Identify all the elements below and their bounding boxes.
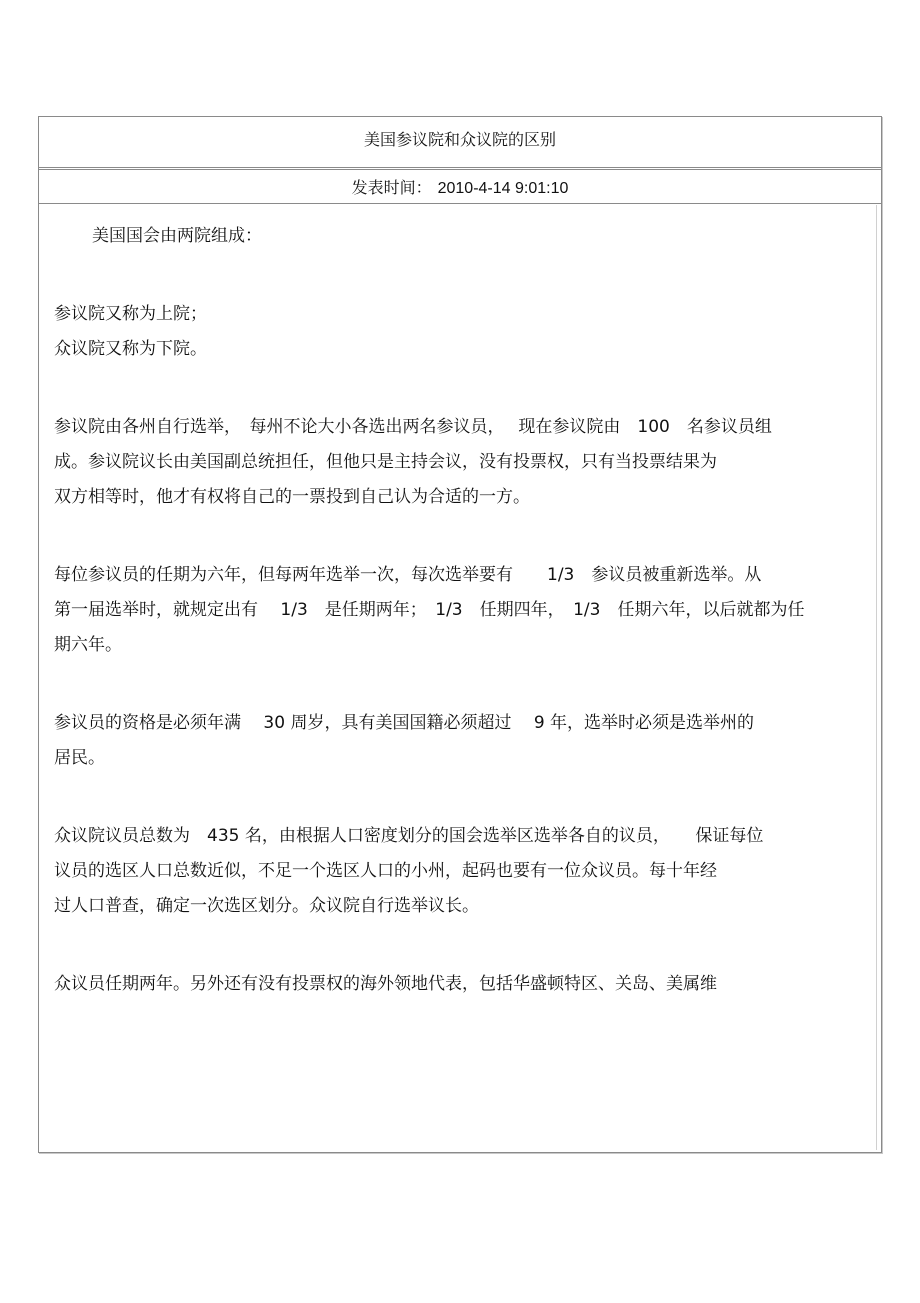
paragraph-house-members-line3: 过人口普查，确定一次选区划分。众议院自行选举议长。 [54, 896, 479, 916]
paragraph-senate-term-line2: 第一届选举时，就规定出有 1/3 是任期两年； 1/3 任期四年， 1/3 任期六年，以后就都为任 [54, 600, 805, 620]
publish-time-label: 发表时间： [351, 178, 432, 197]
paragraph-house-term-line1: 众议员任期两年。另外还有没有投票权的海外领地代表，包括华盛顿特区、关岛、美属维 [54, 974, 717, 994]
paragraph-house-members-line1: 众议院议员总数为 435 名，由根据人口密度划分的国会选举区选举各自的议员， 保证每位 [54, 826, 764, 846]
article-frame [38, 116, 882, 1153]
paragraph-house-members-line2: 议员的选区人口总数近似，不足一个选区人口的小州，起码也要有一位众议员。每十年经 [54, 861, 717, 881]
paragraph-senate-election-line3: 双方相等时，他才有权将自己的一票投到自己认为合适的一方。 [54, 487, 530, 507]
paragraph-senate-election-line2: 成。参议院议长由美国副总统担任，但他只是主持会议，没有投票权，只有当投票结果为 [54, 452, 717, 472]
paragraph-senator-qualification-line2: 居民。 [54, 748, 105, 768]
article-title: 美国参议院和众议院的区别 [39, 117, 881, 168]
paragraph-senate-alias: 参议院又称为上院； [54, 304, 207, 324]
paragraph-intro: 美国国会由两院组成： [92, 226, 262, 246]
paragraph-senate-term-line1: 每位参议员的任期为六年，但每两年选举一次，每次选举要有 1/3 参议员被重新选举。从 [54, 565, 762, 585]
paragraph-house-alias: 众议院又称为下院。 [54, 339, 207, 359]
article-body [54, 205, 854, 1002]
publish-time-value: 2010-4-14 9:01:10 [437, 180, 569, 197]
paragraph-senator-qualification-line1: 参议员的资格是必须年满 30 周岁，具有美国国籍必须超过 9 年，选举时必须是选举州的 [54, 713, 755, 733]
paragraph-senate-term-line3: 期六年。 [54, 635, 122, 655]
paragraph-senate-election-line1: 参议院由各州自行选举， 每州不论大小各选出两名参议员， 现在参议院由 100 名参议员组 [54, 417, 772, 437]
publish-time-row [39, 169, 881, 204]
content-scroll-edge [876, 205, 881, 1150]
